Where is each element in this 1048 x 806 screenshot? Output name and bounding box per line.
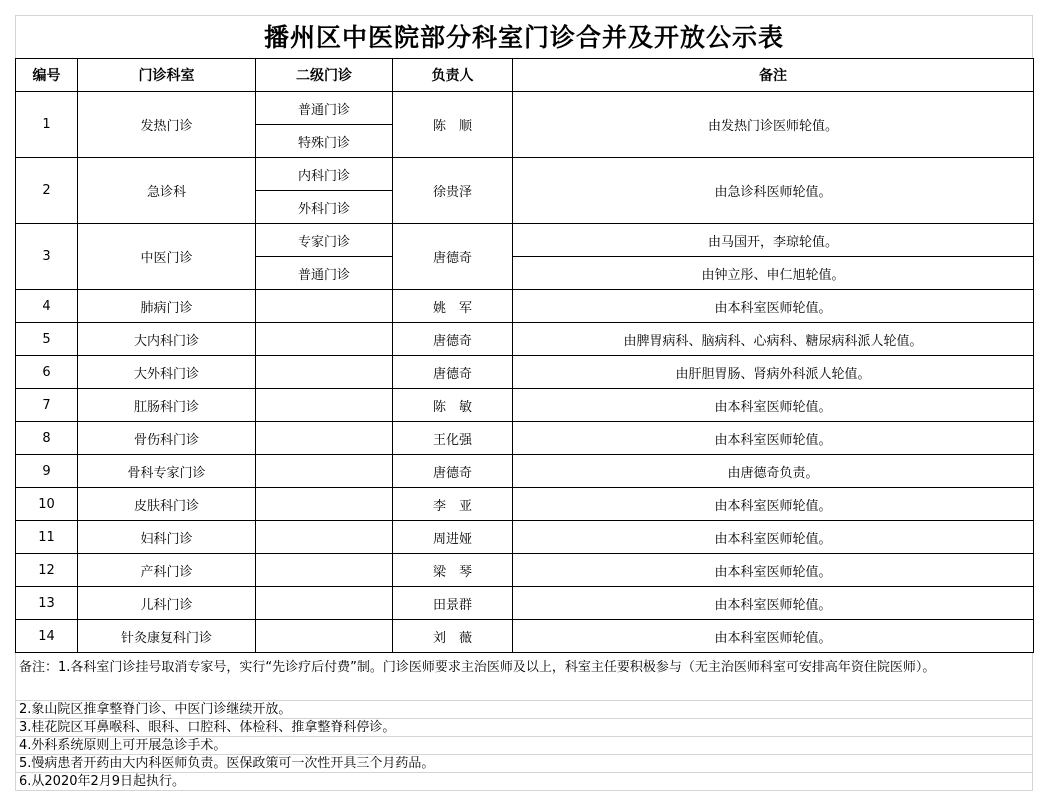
table-row — [16, 455, 1034, 488]
lead-cell: 唐德奇 — [393, 323, 513, 356]
sub-clinic-cell: 外科门诊 — [256, 191, 393, 224]
remark-cell: 由本科室医师轮值。 — [513, 620, 1034, 653]
table-row — [16, 587, 1034, 620]
column-header: 负责人 — [393, 59, 513, 92]
table-row — [16, 92, 1034, 125]
lead-cell: 徐贵泽 — [393, 158, 513, 224]
footnote-line: 3.桂花院区耳鼻喉科、眼科、口腔科、体检科、推拿整脊科停诊。 — [15, 719, 1033, 737]
lead-cell: 李 亚 — [393, 488, 513, 521]
remark-cell: 由急诊科医师轮值。 — [513, 158, 1034, 224]
remark-cell: 由本科室医师轮值。 — [513, 422, 1034, 455]
row-number: 10 — [16, 488, 78, 521]
row-number: 14 — [16, 620, 78, 653]
lead-cell: 唐德奇 — [393, 356, 513, 389]
department-cell: 皮肤科门诊 — [78, 488, 256, 521]
schedule-table — [15, 58, 1034, 653]
sub-clinic-cell — [256, 290, 393, 323]
department-cell: 发热门诊 — [78, 92, 256, 158]
row-number: 2 — [16, 158, 78, 224]
sub-clinic-cell — [256, 587, 393, 620]
lead-cell: 王化强 — [393, 422, 513, 455]
spreadsheet — [15, 15, 1033, 791]
table-row — [16, 323, 1034, 356]
sub-clinic-cell — [256, 521, 393, 554]
sub-clinic-cell — [256, 323, 393, 356]
department-cell: 儿科门诊 — [78, 587, 256, 620]
remark-cell: 由肝胆胃肠、肾病外科派人轮值。 — [513, 356, 1034, 389]
footnote-line: 5.慢病患者开药由大内科医师负责。医保政策可一次性开具三个月药品。 — [15, 755, 1033, 773]
footnote-line: 备注：1.各科室门诊挂号取消专家号，实行“先诊疗后付费”制。门诊医师要求主治医师及以上，科室主任要积极参与（无主治医师科室可安排高年资住院医师）。 — [15, 653, 1033, 701]
sub-clinic-cell: 普通门诊 — [256, 92, 393, 125]
lead-cell: 姚 军 — [393, 290, 513, 323]
lead-cell: 梁 琴 — [393, 554, 513, 587]
footnote-line: 4.外科系统原则上可开展急诊手术。 — [15, 737, 1033, 755]
department-cell: 肺病门诊 — [78, 290, 256, 323]
table-row — [16, 290, 1034, 323]
footnote-line: 6.从2020年2月9日起执行。 — [15, 773, 1033, 791]
sub-clinic-cell — [256, 554, 393, 587]
table-row — [16, 422, 1034, 455]
sub-clinic-cell — [256, 356, 393, 389]
remark-cell: 由马国开，李琼轮值。 — [513, 224, 1034, 257]
remark-cell: 由本科室医师轮值。 — [513, 389, 1034, 422]
sub-clinic-cell — [256, 422, 393, 455]
column-header: 备注 — [513, 59, 1034, 92]
column-header: 门诊科室 — [78, 59, 256, 92]
sub-clinic-cell — [256, 455, 393, 488]
department-cell: 中医门诊 — [78, 224, 256, 290]
row-number: 1 — [16, 92, 78, 158]
sub-clinic-cell: 普通门诊 — [256, 257, 393, 290]
department-cell: 骨科专家门诊 — [78, 455, 256, 488]
row-number: 6 — [16, 356, 78, 389]
remark-cell: 由本科室医师轮值。 — [513, 488, 1034, 521]
remark-cell: 由本科室医师轮值。 — [513, 290, 1034, 323]
lead-cell: 陈 敏 — [393, 389, 513, 422]
lead-cell: 陈 顺 — [393, 92, 513, 158]
department-cell: 大外科门诊 — [78, 356, 256, 389]
remark-cell: 由钟立彤、申仁旭轮值。 — [513, 257, 1034, 290]
department-cell: 妇科门诊 — [78, 521, 256, 554]
table-row — [16, 389, 1034, 422]
sub-clinic-cell — [256, 389, 393, 422]
row-number: 8 — [16, 422, 78, 455]
sub-clinic-cell: 特殊门诊 — [256, 125, 393, 158]
row-number: 3 — [16, 224, 78, 290]
row-number: 9 — [16, 455, 78, 488]
department-cell: 肛肠科门诊 — [78, 389, 256, 422]
sub-clinic-cell — [256, 620, 393, 653]
header-row — [16, 59, 1034, 92]
row-number: 7 — [16, 389, 78, 422]
sub-clinic-cell: 内科门诊 — [256, 158, 393, 191]
column-header: 编号 — [16, 59, 78, 92]
remark-cell: 由本科室医师轮值。 — [513, 554, 1034, 587]
row-number: 12 — [16, 554, 78, 587]
lead-cell: 周进娅 — [393, 521, 513, 554]
remark-cell: 由唐德奇负责。 — [513, 455, 1034, 488]
row-number: 5 — [16, 323, 78, 356]
page-title: 播州区中医院部分科室门诊合并及开放公示表 — [15, 15, 1033, 58]
column-header: 二级门诊 — [256, 59, 393, 92]
table-row — [16, 620, 1034, 653]
footnotes — [15, 653, 1033, 791]
department-cell: 急诊科 — [78, 158, 256, 224]
table-row — [16, 521, 1034, 554]
lead-cell: 唐德奇 — [393, 224, 513, 290]
table-row — [16, 356, 1034, 389]
lead-cell: 田景群 — [393, 587, 513, 620]
remark-cell: 由发热门诊医师轮值。 — [513, 92, 1034, 158]
table-row — [16, 488, 1034, 521]
table-row — [16, 224, 1034, 257]
sub-clinic-cell — [256, 488, 393, 521]
sub-clinic-cell: 专家门诊 — [256, 224, 393, 257]
department-cell: 产科门诊 — [78, 554, 256, 587]
footnote-line: 2.象山院区推拿整脊门诊、中医门诊继续开放。 — [15, 701, 1033, 719]
row-number: 11 — [16, 521, 78, 554]
department-cell: 骨伤科门诊 — [78, 422, 256, 455]
remark-cell: 由本科室医师轮值。 — [513, 521, 1034, 554]
department-cell: 针灸康复科门诊 — [78, 620, 256, 653]
row-number: 13 — [16, 587, 78, 620]
table-row — [16, 158, 1034, 191]
row-number: 4 — [16, 290, 78, 323]
department-cell: 大内科门诊 — [78, 323, 256, 356]
remark-cell: 由脾胃病科、脑病科、心病科、糖尿病科派人轮值。 — [513, 323, 1034, 356]
lead-cell: 唐德奇 — [393, 455, 513, 488]
table-row — [16, 554, 1034, 587]
lead-cell: 刘 薇 — [393, 620, 513, 653]
remark-cell: 由本科室医师轮值。 — [513, 587, 1034, 620]
